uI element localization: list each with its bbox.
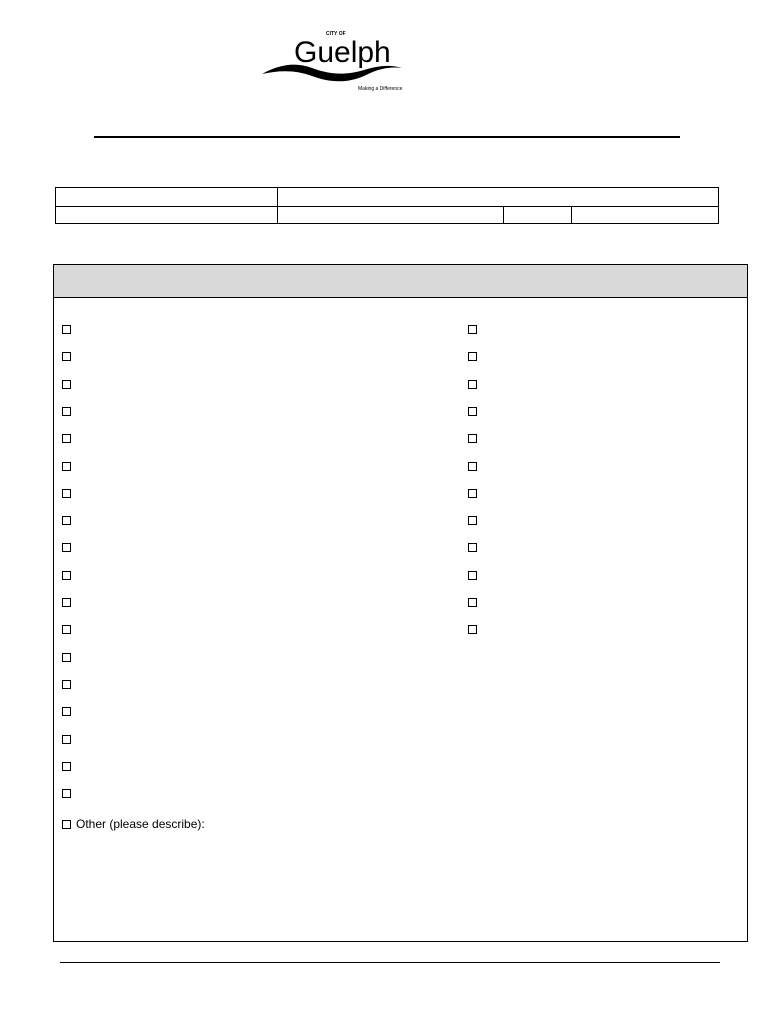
checkbox-left-1[interactable] bbox=[62, 325, 71, 334]
info-row-1 bbox=[56, 188, 718, 207]
checkbox-left-13[interactable] bbox=[62, 653, 71, 662]
checkbox-right-5[interactable] bbox=[468, 434, 477, 443]
title-rule bbox=[94, 136, 680, 138]
checkbox-left-5[interactable] bbox=[62, 434, 71, 443]
info-cell-r1c1[interactable] bbox=[56, 188, 277, 206]
logo-city-of: CITY OF bbox=[326, 31, 346, 37]
checkbox-left-11[interactable] bbox=[62, 598, 71, 607]
checkbox-left-15[interactable] bbox=[62, 707, 71, 716]
checkbox-left-10[interactable] bbox=[62, 571, 71, 580]
checkbox-left-6[interactable] bbox=[62, 462, 71, 471]
checkbox-right-12[interactable] bbox=[468, 625, 477, 634]
checkbox-right-1[interactable] bbox=[468, 325, 477, 334]
checkbox-right-7[interactable] bbox=[468, 489, 477, 498]
checkbox-left-18[interactable] bbox=[62, 789, 71, 798]
checkbox-left-12[interactable] bbox=[62, 625, 71, 634]
city-of-guelph-logo bbox=[258, 26, 410, 96]
info-cell-r2c4[interactable] bbox=[571, 206, 718, 223]
checkbox-left-17[interactable] bbox=[62, 762, 71, 771]
logo-tagline: Making a Difference bbox=[358, 86, 403, 92]
info-cell-r1c2[interactable] bbox=[277, 188, 718, 206]
checkbox-left-14[interactable] bbox=[62, 680, 71, 689]
footer-rule bbox=[60, 962, 720, 963]
other-option-label: Other (please describe): bbox=[76, 817, 205, 831]
checkbox-left-16[interactable] bbox=[62, 735, 71, 744]
checkbox-left-7[interactable] bbox=[62, 489, 71, 498]
checkbox-right-3[interactable] bbox=[468, 380, 477, 389]
checkbox-left-2[interactable] bbox=[62, 352, 71, 361]
checkbox-left-9[interactable] bbox=[62, 543, 71, 552]
checkbox-left-3[interactable] bbox=[62, 380, 71, 389]
checkbox-left-4[interactable] bbox=[62, 407, 71, 416]
logo-name: Guelph bbox=[294, 36, 391, 69]
checkbox-right-4[interactable] bbox=[468, 407, 477, 416]
info-cell-r2c3[interactable] bbox=[503, 206, 571, 223]
info-cell-r2c1[interactable] bbox=[56, 206, 277, 223]
info-cell-r2c2[interactable] bbox=[277, 206, 503, 223]
guelph-logo-mark bbox=[258, 26, 410, 96]
checkbox-left-8[interactable] bbox=[62, 516, 71, 525]
checkbox-right-6[interactable] bbox=[468, 462, 477, 471]
checkbox-other[interactable] bbox=[62, 820, 71, 829]
checkbox-right-11[interactable] bbox=[468, 598, 477, 607]
checkbox-right-10[interactable] bbox=[468, 571, 477, 580]
checklist-panel-header bbox=[54, 265, 747, 298]
info-table bbox=[55, 187, 719, 224]
checkbox-right-2[interactable] bbox=[468, 352, 477, 361]
info-row-2 bbox=[56, 206, 718, 223]
checkbox-right-8[interactable] bbox=[468, 516, 477, 525]
checkbox-right-9[interactable] bbox=[468, 543, 477, 552]
checklist-panel bbox=[53, 264, 748, 942]
